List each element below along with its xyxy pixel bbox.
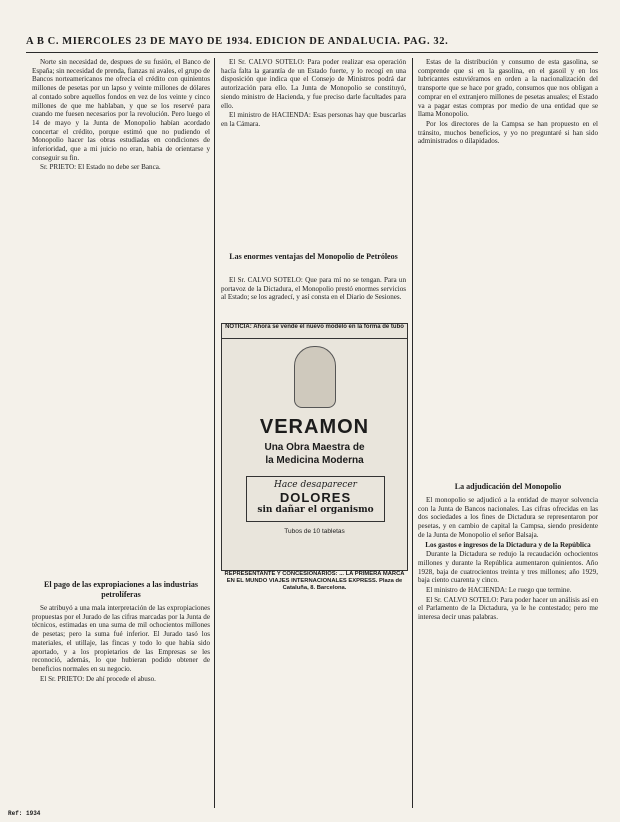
header-rule	[26, 52, 598, 53]
section-title: Las enormes ventajas del Monopolio de Petróleos	[229, 252, 398, 261]
article-paragraph: Estas de la distribución y consumo de esta gasolina, se comprende que si en la gasolina, en el gasoil y en los lubricantes estuviéramos en orden a la nacionalización del transporte que se hace por grado, consumos que nos obligan a comprar en el extranjero millones de pesetas anuales; el Estado va a pagar estas compras por medio de una entidad que se llama Monopolio.	[418, 58, 598, 119]
article-paragraph: Por los directores de la Campsa se han propuesto en el tránsito, muchos beneficios, y yo no preguntaré si han sido administrados o dilapidados.	[418, 119, 598, 146]
ad-claim: Hace desaparecer	[274, 480, 357, 490]
section-title: El pago de las expropiaciones a las industrias petrolíferas	[44, 580, 198, 599]
column-2-mid	[221, 276, 406, 320]
article-paragraph: El Sr. CALVO SOTELO: Que para mí no se tengan. Para un portavoz de la Dictadura, el Monopolio prestó enormes servicios al Estado; se los agradecí, y así consta en el Diario de Sesiones.	[221, 276, 406, 302]
column-3-top	[418, 58, 598, 478]
section-title: La adjudicación del Monopolio	[454, 482, 562, 491]
column-divider	[214, 58, 215, 808]
ad-tagline: la Medicina Moderna	[265, 455, 364, 466]
column-1-top	[32, 58, 210, 558]
article-paragraph: Se atribuyó a una mala interpretación de las expropiaciones propuestas por el Jurado de las cifras marcadas por la Junta de técnicos, estimadas en una suma de mil ochocientos millones de pesetas; pero la suma fué inferior. El Jurado tasó los materiales, el utillaje, las fincas y todo lo que había sido aportado, y a los propietarios de las Empresas se les reconoció, además, lo que hubieran podido obtener de beneficios normales en su negocio.	[32, 604, 210, 673]
ad-claim-box	[246, 476, 385, 522]
footer-mark: Ref: 1934	[8, 810, 41, 817]
ad-package-note: Tubos de 10 tabletas	[284, 528, 345, 535]
ad-claim: DOLORES	[279, 490, 352, 505]
article-paragraph: El Sr. CALVO SOTELO: Para poder hacer un análisis así en el Parlamento de la Dictadura, ya le he contestado; pero me interesa decir unas palabras.	[418, 595, 598, 622]
article-paragraph: El Sr. CALVO SOTELO: Para poder realizar esa operación hacía falta la garantía de un Estado fuerte, y lo recogí en una disposición que indica que el Consejo de Ministros podrá dar autorización para ello. La Junta de Monopolio se constituyó, siendo ministro de Hacienda, y fue preciso darle facultades para ello.	[221, 58, 406, 110]
article-paragraph: El ministro de HACIENDA: Le ruego que termine.	[426, 586, 572, 595]
veramon-advertisement	[221, 323, 408, 571]
article-paragraph: El monopolio se adjudicó a la entidad de mayor solvencia con la Junta de Bancos nacionales. Las cifras ofrecidas en las dos sociedades a los fines de Dictadura se representaron por pesetas, y en cambio de capital la Campsa, siendo presidente de la Junta de Monopolio el señor Balsaja.	[418, 496, 598, 539]
column-3-bottom	[418, 496, 598, 808]
article-paragraph: El ministro de HACIENDA: Esas personas hay que buscarlas en la Cámara.	[221, 111, 406, 128]
ad-brand: VERAMON	[259, 416, 370, 438]
ad-illustration-icon	[294, 346, 336, 408]
column-divider	[412, 58, 413, 808]
column-2-top	[221, 58, 406, 248]
article-paragraph: Sr. PRIETO: El Estado no debe ser Banca.	[40, 163, 161, 172]
article-paragraph: El Sr. PRIETO: De ahí procede el abuso.	[40, 674, 156, 683]
article-subhead: Los gastos e ingresos de la Dictadura y de la República	[425, 540, 591, 549]
ad-claim: sin dañar el organismo	[257, 505, 374, 515]
article-paragraph: Durante la Dictadura se redujo la recaudación ochocientos millones y durante la República aumentaron quinientos. Año 1928, baja de cuatrocientos treinta y tres millones; año 1929, baja ciento cuarenta y cinco.	[418, 550, 598, 585]
article-paragraph: Norte sin necesidad de, despues de su fusión, el Banco de España; sin necesidad de prenda, fianzas ni avales, el grupo de Bancos norteamericanos me ofrecía el crédito con quinientos millones de pesetas por un lapso y veinte millones de dólares al contado sobre aquellos fondos en vez de los veinte y cinco millones de que me hablaban, y que se los reservé para cuando me fuesen necesarios por la revolución. Pero luego el 14 de mayo y la Junta de Monopolio habían acordado concertar el crédito, porque estimó que no pudiendo el Monopolio hacer las obras estudiadas en condiciones de inferioridad, que a mi juicio no eran, había de orientarse y conseguir su fin.	[32, 58, 210, 162]
column-1-bottom	[32, 604, 210, 804]
page-header: A B C. MIERCOLES 23 DE MAYO DE 1934. EDICION DE ANDALUCIA. PAG. 32.	[26, 36, 449, 47]
ad-tagline: Una Obra Maestra de	[264, 442, 365, 453]
ad-footer: REPRESENTANTE Y CONCESIONARIOS: ... LA PRIMERA MARCA EN EL MUNDO VIAJES INTERNACIONALES EXPRESS. Plaza de Cataluña, 8. Barcelona.	[224, 571, 405, 591]
ad-notice: NOTICIA: Ahora se vende el nuevo modelo en la forma de tubo	[222, 324, 407, 339]
